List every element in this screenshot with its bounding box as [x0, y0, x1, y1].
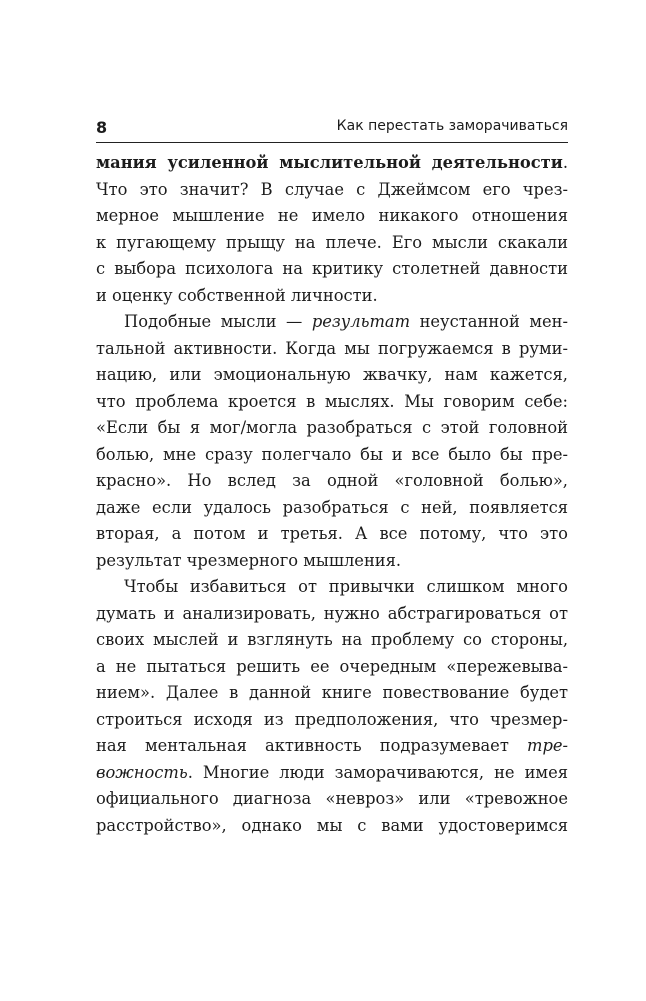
text-line: Что это значит? В случае с Джеймсом его чрез-: [96, 179, 568, 199]
text-line: нацию, или эмоциональную жвачку, нам кажется,: [96, 365, 568, 384]
bold-phrase: мания усиленной мыслительной деятельности: [96, 153, 563, 172]
text-line: своих мыслей и взглянуть на проблему со стороны,: [96, 630, 568, 649]
text-line: мания усиленной мыслительной деятельности.: [96, 153, 568, 172]
text-line: Чтобы избавиться от привычки слишком много: [124, 577, 568, 596]
text-line: ная ментальная активность подразумевает тре-: [96, 736, 568, 755]
text-line: и оценку собственной личности.: [96, 285, 378, 305]
text-line: вторая, а потом и третья. А все потому, что это: [96, 524, 568, 543]
body-text: [96, 150, 568, 839]
text-line: «Если бы я мог/могла разобраться с этой головной: [96, 418, 568, 437]
text-line: нием». Далее в данной книге повествование будет: [96, 683, 568, 702]
text-line: строиться исходя из предположения, что чрезмер-: [96, 709, 568, 729]
text-line: мерное мышление не имело никакого отношения: [96, 206, 568, 225]
running-header: [96, 112, 568, 142]
text-line: официального диагноза «невроз» или «тревожное: [96, 789, 568, 808]
italic-word: вожность: [96, 762, 188, 782]
italic-word: результат: [311, 312, 411, 331]
running-title: Как перестать заморачиваться: [336, 118, 568, 134]
text-line: результат чрезмерного мышления.: [96, 550, 402, 570]
text-line: Подобные мысли — результат неустанной мен-: [124, 312, 568, 331]
text-line: даже если удалось разобраться с ней, появляется: [96, 497, 568, 517]
text-line: что проблема кроется в мыслях. Мы говорим себе:: [96, 391, 568, 411]
text-line: тальной активности. Когда мы погружаемся в руми-: [96, 338, 568, 358]
text-line: вожность. Многие люди заморачиваются, не имея: [96, 762, 568, 782]
text-line: болью, мне сразу полегчало бы и все было бы пре-: [96, 444, 568, 464]
text-line: думать и анализировать, нужно абстрагироваться от: [96, 603, 568, 623]
text-line: к пугающему прыщу на плече. Его мысли скакали: [96, 232, 568, 252]
text-line: а не пытаться решить ее очередным «пережевыва-: [96, 656, 568, 676]
header-rule: [96, 142, 568, 143]
text-line: расстройство», однако мы с вами удостоверимся: [96, 815, 568, 835]
italic-word: тре-: [527, 736, 568, 755]
text-line: с выбора психолога на критику столетней давности: [96, 259, 568, 278]
page-number: 8: [96, 118, 108, 137]
text-line: красно». Но вслед за одной «головной болью»,: [96, 471, 568, 490]
